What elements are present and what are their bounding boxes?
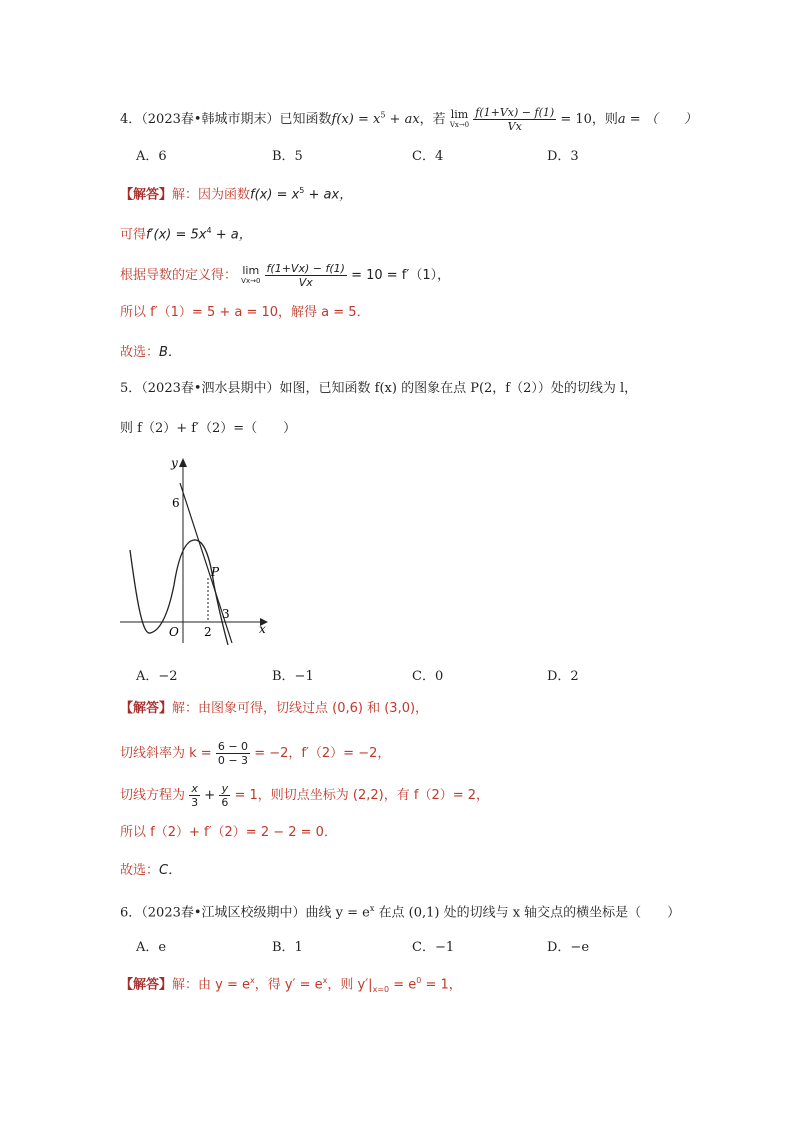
q4-option-a[interactable]: A．6 xyxy=(136,149,167,164)
q5-stem-2: 则 f（2）+ f′（2）=（ ） xyxy=(120,421,297,436)
q4-solution-4: 所以 f′（1）= 5 + a = 10，解得 a = 5． xyxy=(120,305,370,320)
q5-option-a[interactable]: A．−2 xyxy=(136,669,178,684)
q5-y-tick-6: 6 xyxy=(172,496,180,510)
q6-stem-exp: x xyxy=(369,904,375,913)
q4-prefix: 4．（2023春•韩城市期末）已知函数 xyxy=(120,112,332,127)
q5-origin-label: O xyxy=(169,625,179,639)
q5-x-tick-2: 2 xyxy=(204,625,212,639)
q4-option-d[interactable]: D．3 xyxy=(547,149,579,164)
q5-point-label: P xyxy=(211,565,220,579)
q4-sol2-prefix: 可得 xyxy=(120,227,147,243)
q4-fraction: $\frac{f(1+Vx) - f(1)}{Vx}$ xyxy=(475,106,555,133)
q4-solution-5 xyxy=(120,344,181,362)
q5-answer: C． xyxy=(159,863,182,878)
q6-option-a[interactable]: A．e xyxy=(136,940,167,955)
q6-sol1-sub: x=0 xyxy=(372,984,390,994)
q4-solution-2 xyxy=(120,222,252,244)
q4-fx-tail: + ax xyxy=(385,112,420,127)
q4-sol1-prefix: 解：因为函数 xyxy=(172,187,251,203)
q6-sol1-e: = 1， xyxy=(421,977,462,993)
q5-solution-4: 所以 f（2）+ f′（2）= 2 − 2 = 0． xyxy=(120,825,337,840)
q6-sol-tag: 【解答】 xyxy=(120,977,173,993)
q4-fx: f(x) = x xyxy=(331,112,381,127)
q5-sol2-tail: = −2，f′（2）= −2， xyxy=(254,746,391,761)
q5-sol3-tail: = 1，则切点坐标为 (2,2)，有 f（2）= 2， xyxy=(234,788,490,803)
q5-sol3-prefix: 切线方程为 xyxy=(120,788,186,803)
q5-y-arrow xyxy=(179,458,187,467)
q5-option-c[interactable]: C．0 xyxy=(412,669,444,684)
q4-then: ，则 xyxy=(591,112,618,127)
q5-sol3-frac-1: $\frac{x}{3}$ xyxy=(191,782,199,809)
q6-sol1-d: = e xyxy=(389,977,417,993)
q5-option-d[interactable]: D．2 xyxy=(547,669,579,684)
q4-sol2-exp: 4 xyxy=(206,226,212,235)
q5-curve xyxy=(130,540,228,645)
q5-solution-1 xyxy=(120,700,428,718)
q4-sol1-tail: + ax， xyxy=(304,187,353,203)
q4-sol3-prefix: 根据导数的定义得： xyxy=(120,268,238,283)
q4-lim: lim Vx→0 xyxy=(449,107,470,129)
q4-sol3-eq: = 10 = f′（1）， xyxy=(351,268,451,283)
q5-solution-3 xyxy=(120,782,489,809)
q4-option-b[interactable]: B．5 xyxy=(272,149,303,164)
q6-sol1-c: ，则 y′| xyxy=(327,977,373,993)
q4-solution-1 xyxy=(120,182,352,204)
q4-sol3-lim: lim Vx→0 xyxy=(241,263,261,285)
q4-sol1-fx: f(x) = x xyxy=(250,187,300,203)
q4-sol2-tail: + a， xyxy=(211,227,252,243)
q5-solution-2 xyxy=(120,740,390,767)
q6-option-d[interactable]: D．−e xyxy=(547,940,590,955)
q4-answer: B． xyxy=(159,345,181,360)
q6-option-c[interactable]: C．−1 xyxy=(412,940,455,955)
q4-exp: 5 xyxy=(380,110,386,120)
q5-sol2-prefix: 切线斜率为 k = xyxy=(120,746,212,761)
q6-solution-1 xyxy=(120,972,462,999)
q6-stem-main: 6．（2023春•江城区校级期中）曲线 y = e xyxy=(120,905,370,921)
q6-stem-tail: 在点 (0,1) 处的切线与 x 轴交点的横坐标是（ ） xyxy=(374,905,681,921)
q6-sol1-exp3: 0 xyxy=(416,976,422,985)
q6-sol1-exp1: x xyxy=(250,976,255,985)
q5-y-label: y xyxy=(171,456,178,470)
q5-x-label: x xyxy=(259,622,266,636)
q5-sol5-prefix: 故选： xyxy=(120,863,160,878)
q4-sol2-fx: f′(x) = 5x xyxy=(146,227,207,243)
q6-stem xyxy=(120,900,680,922)
q5-sol1: 解：由图象可得，切线过点 (0,6) 和 (3,0)， xyxy=(172,701,429,716)
q4-a: a = （ ） xyxy=(617,112,697,127)
q6-sol1-a: 解：由 y = e xyxy=(172,977,250,993)
q6-sol1-b: ，得 y′ = e xyxy=(254,977,323,993)
q6-sol1-exp2: x xyxy=(322,976,328,985)
q4-eq: = 10 xyxy=(560,112,592,127)
q5-x-tick-3: 3 xyxy=(222,607,230,621)
q4-stem xyxy=(120,106,697,133)
q4-solution-3 xyxy=(120,262,450,289)
q4-option-c[interactable]: C．4 xyxy=(412,149,444,164)
q5-sol2-fraction: $\frac{6 - 0}{0 - 3}$ xyxy=(217,740,249,767)
q5-sol3-frac-2: $\frac{y}{6}$ xyxy=(221,782,229,809)
q5-graph xyxy=(118,455,278,650)
q5-option-b[interactable]: B．−1 xyxy=(272,669,314,684)
q5-sol-tag: 【解答】 xyxy=(120,701,173,716)
q5-sol3-plus: + xyxy=(204,788,216,803)
q4-sol3-fraction: $\frac{f(1+Vx) - f(1)}{Vx}$ xyxy=(266,262,345,289)
q4-sol5-prefix: 故选： xyxy=(120,345,160,360)
q4-sol1-exp: 5 xyxy=(299,186,305,195)
q6-option-b[interactable]: B．1 xyxy=(272,940,303,955)
q5-stem-1: 5．（2023春•泗水县期中）如图，已知函数 f(x) 的图象在点 P(2，f（2））处的切线为 l， xyxy=(120,381,638,396)
q4-if: ，若 xyxy=(419,112,446,127)
q5-solution-5 xyxy=(120,862,181,880)
q4-sol-tag: 【解答】 xyxy=(120,187,173,203)
